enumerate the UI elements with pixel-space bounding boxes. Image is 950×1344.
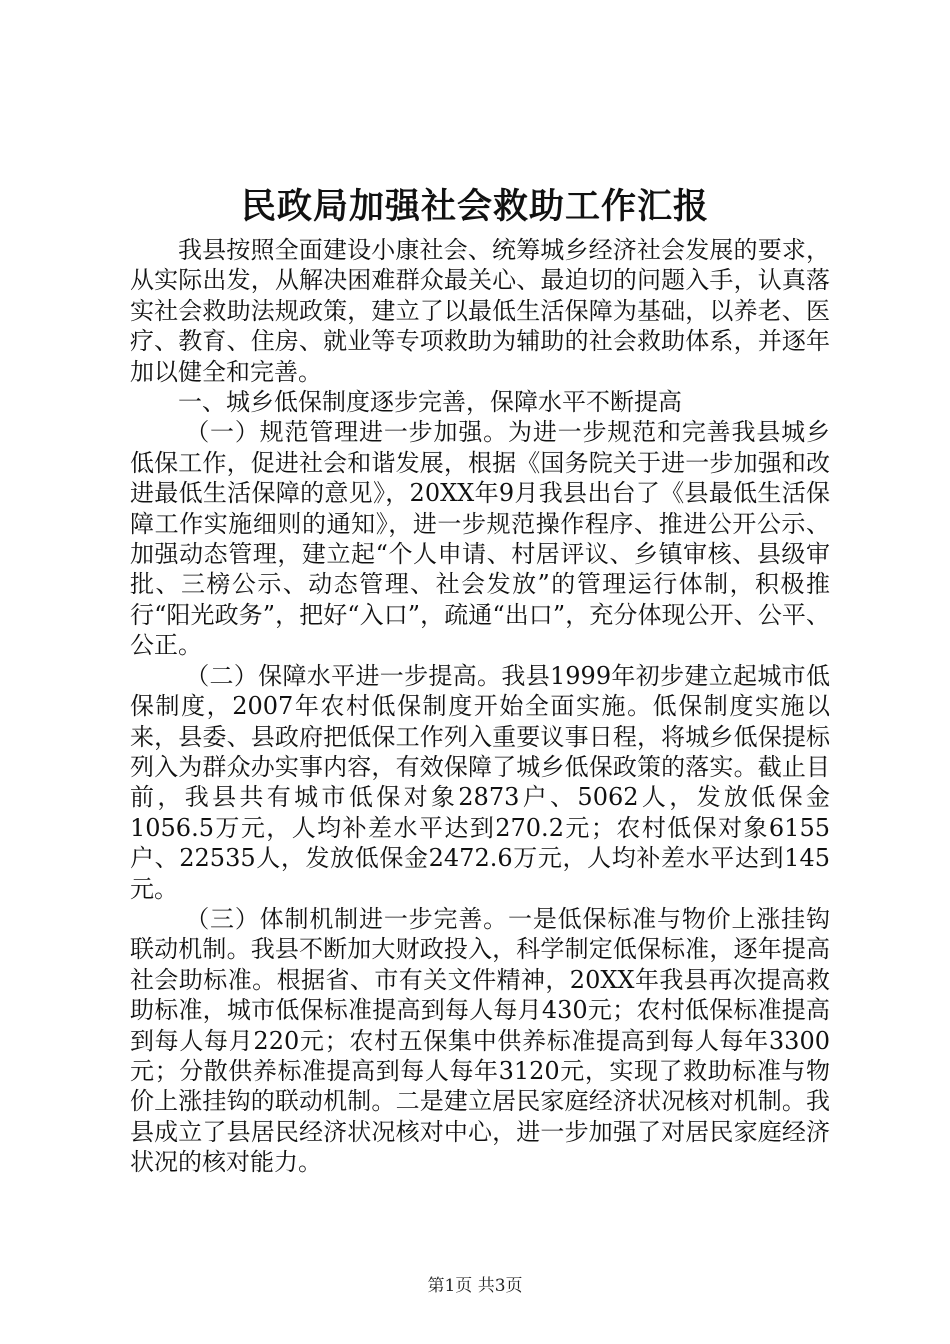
subsection-paragraph-3: （三）体制机制进一步完善。一是低保标准与物价上涨挂钩联动机制。我县不断加大财政投入，科学制定低保标准，逐年提高社会助标准。根据省、市有关文件精神，20XX年我县再次提高救助标准，城市低保标准提高到每人每月430元；农村低保标准提高到每人每月220元；农村五保集中供养标准提高到每人每年3300元；分散供养标准提高到每人每年3120元，实现了救助标准与物价上涨挂钩的联动机制。二是建立居民家庭经济状况核对机制。我县成立了县居民经济状况核对中心，进一步加强了对居民家庭经济状况的核对能力。: [130, 904, 830, 1177]
subsection-paragraph-1: （一）规范管理进一步加强。为进一步规范和完善我县城乡低保工作，促进社会和谐发展，根据《国务院关于进一步加强和改进最低生活保障的意见》，20XX年9月我县出台了《县最低生活保障工作实施细则的通知》，进一步规范操作程序、推进公开公示、加强动态管理，建立起“个人申请、村居评议、乡镇审核、县级审批、三榜公示、动态管理、社会发放”的管理运行体制，积极推行“阳光政务”，把好“入口”，疏通“出口”，充分体现公开、公平、公正。: [130, 418, 830, 660]
section-heading-1: 一、城乡低保制度逐步完善，保障水平不断提高: [178, 388, 682, 417]
document-body: [130, 235, 830, 1178]
page-footer: 第1页 共3页: [427, 1276, 523, 1296]
intro-paragraph: 我县按照全面建设小康社会、统筹城乡经济社会发展的要求，从实际出发，从解决困难群众最关心、最迫切的问题入手，认真落实社会救助法规政策，建立了以最低生活保障为基础，以养老、医疗、教育、住房、就业等专项救助为辅助的社会救助体系，并逐年加以健全和完善。: [130, 236, 830, 386]
document-title: 民政局加强社会救助工作汇报: [240, 186, 709, 227]
subsection-paragraph-2: （二）保障水平进一步提高。我县1999年初步建立起城市低保制度，2007年农村低保制度开始全面实施。低保制度实施以来，县委、县政府把低保工作列入重要议事日程，将城乡低保提标列入为群众办实事内容，有效保障了城乡低保政策的落实。截止目前，我县共有城市低保对象2873户、5062人，发放低保金1056.5万元，人均补差水平达到270.2元；农村低保对象6155户、22535人，发放低保金2472.6万元，人均补差水平达到145元。: [130, 661, 830, 903]
